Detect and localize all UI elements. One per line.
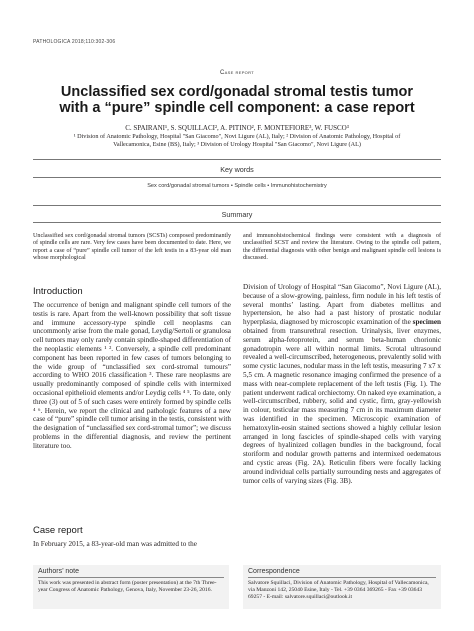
introduction-text (33, 301, 231, 451)
running-header: PATHOLOGICA 2018;110:302-306 (33, 39, 116, 45)
keywords-label: Key words (220, 165, 254, 174)
right-column-text-part1: Division of Urology of Hospital “San Giacomo”, Novi Ligure (AL), because of a slow-growing, painless, firm nodule in his left testis of several months’ lasting. Apart from diabetes mellitus and hypertension, he also had a past history of prostatic nodular hyperplasia, diagnosed by microscopic examination of the (243, 283, 441, 327)
affiliations (30, 133, 444, 149)
affiliation-line-2: Vallecamonica, Esine (BS), Italy; ³ Division of Urology Hospital "San Giacomo", Novi Ligure (AL) (113, 141, 361, 148)
authors-note-box (33, 565, 229, 609)
divider (33, 159, 441, 160)
correspondence-text: Salvatore Squillaci, Division of Anatomic Pathology, Hospital of Vallecamonica, via Manzoni 142, 25040 Esine, Italy - Tel. +39 0364 369265 - Fax +39 03643 69257 - E-mail: salvatore.squillaci@outlook.it (248, 580, 429, 600)
divider (33, 222, 441, 223)
authors: C. SPAIRANI¹, S. SQUILLACI², A. PITINO², F. MONTEFIORE³, W. FUSCO³ (125, 124, 349, 132)
article-title (40, 84, 434, 116)
specimen-keyword: specimen (412, 318, 442, 327)
case-report-heading: Case report (33, 525, 83, 536)
article-type: Case report (220, 70, 254, 76)
affiliation-line-1: ¹ Division of Anatomic Pathology, Hospital "San Giacomo", Novi Ligure (AL), Italy; ² Division of Anatomic Pathology, Hospital of (73, 133, 401, 140)
divider (33, 177, 441, 178)
summary-text-right: and immunohistochemical findings were consistent with a diagnosis of unclassified SCST and review the literature. Owing to the spindle cell pattern, the differential diagnosis with other benign and malignant spindle cell lesions is discussed. (243, 233, 441, 261)
summary-label: Summary (221, 210, 253, 219)
right-column-text (243, 283, 441, 485)
authors-note-label: Authors’ note (38, 568, 79, 575)
correspondence-label: Correspondence (248, 568, 300, 575)
title-line-2: with a “pure” spindle cell component: a case report (59, 100, 415, 116)
introduction-heading: Introduction (33, 286, 83, 297)
case-report-paragraph: In February 2015, a 83-year-old man was admitted to the (33, 540, 197, 548)
right-column-paragraph (243, 283, 441, 485)
authors-note-text: This work was presented in abstract form (poster presentation) at the 7th Three-year Congress of Anatomic Pathology, Genova, Italy, November 23-26, 2016. (38, 580, 217, 593)
keywords-list: Sex cord/gonadal stromal tumors • Spindle cells • Immunohistochemistry (147, 183, 327, 189)
divider (33, 205, 441, 206)
case-report-text (33, 540, 231, 549)
summary-text-left: Unclassified sex cord/gonadal stromal tumors (SCSTs) composed predominantly of spindle cells are rare. Very few cases have been documented to date. Here, we report a case of “pure” spindle cell tumor of the left testis in a 83-year old man whose morphological (33, 233, 231, 261)
title-line-1: Unclassified sex cord/gonadal stromal testis tumor (60, 84, 414, 100)
right-column-text-part2: obtained from transurethral resection. Urinalysis, liver enzymes, serum alpha-fetoprotein, and serum beta-human chorionic gonadotropin were all within normal limits. Scrotal ultrasound revealed a well-circumscribed, heterogeneous, prevalently solid with some cystic lacunes, nodular mass in the left testis, measuring 7 x7 x 5,5 cm. A magnetic resonance imaging confirmed the presence of a mass with near-complete replacement of the left testis (Fig. 1). The patient underwent radical orchiectomy. On naked eye examination, a well-circumscribed, rubbery, solid and cystic, firm, gray-yellowish in colour, testicular mass measuring 7 cm in its maximum diameter was identified in the specimen. Microscopic examination of hematoxylin-eosin stained sections showed a highly cellular lesion arranged in long fascicles of spindle-shaped cells with varying degrees of hyalinized collagen bundles in the background, focal storiform and nodular growth patterns and intermixed oedematous and cystic areas (Fig. 2A). Reticulin fibers were focally lacking around individual cells partially surrounding nests and aggregates of tumor cells of varying sizes (Fig. 3B). (243, 326, 442, 485)
introduction-paragraph: The occurrence of benign and malignant spindle cell tumors of the testis is rare. Apart from the well-known possibility that soft tissue and immune accessory-type spindle cell neoplasms can uncommonly arise from the male gonad, Leydig/Sertoli or granulosa cell tumors may only rarely contain spindle-shaped differentiation of the neoplastic elements ¹ ². Conversely, a spindle cell predominant component has been reported in few cases of tumors belonging to the wide group of “unclassified sex cord-stromal tumours” according to WHO 2016 classification ³. These rare neoplasms are usually predominantly composed of spindle cells with intermixed occasional epithelioid elements and/or Leydig cells ⁴ ⁵. To date, only three (3) out of 5 of such cases were entirely formed by spindle cells ⁴ ⁶. Herein, we report the clinical and pathologic features of a new case of “pure” spindle cell tumor arising in the testis, consistent with the designation of “unclassified sex cord-stromal tumor”; we discuss problems in the differential diagnosis, and review the pertinent literature too. (33, 301, 231, 450)
correspondence-box (243, 565, 441, 609)
